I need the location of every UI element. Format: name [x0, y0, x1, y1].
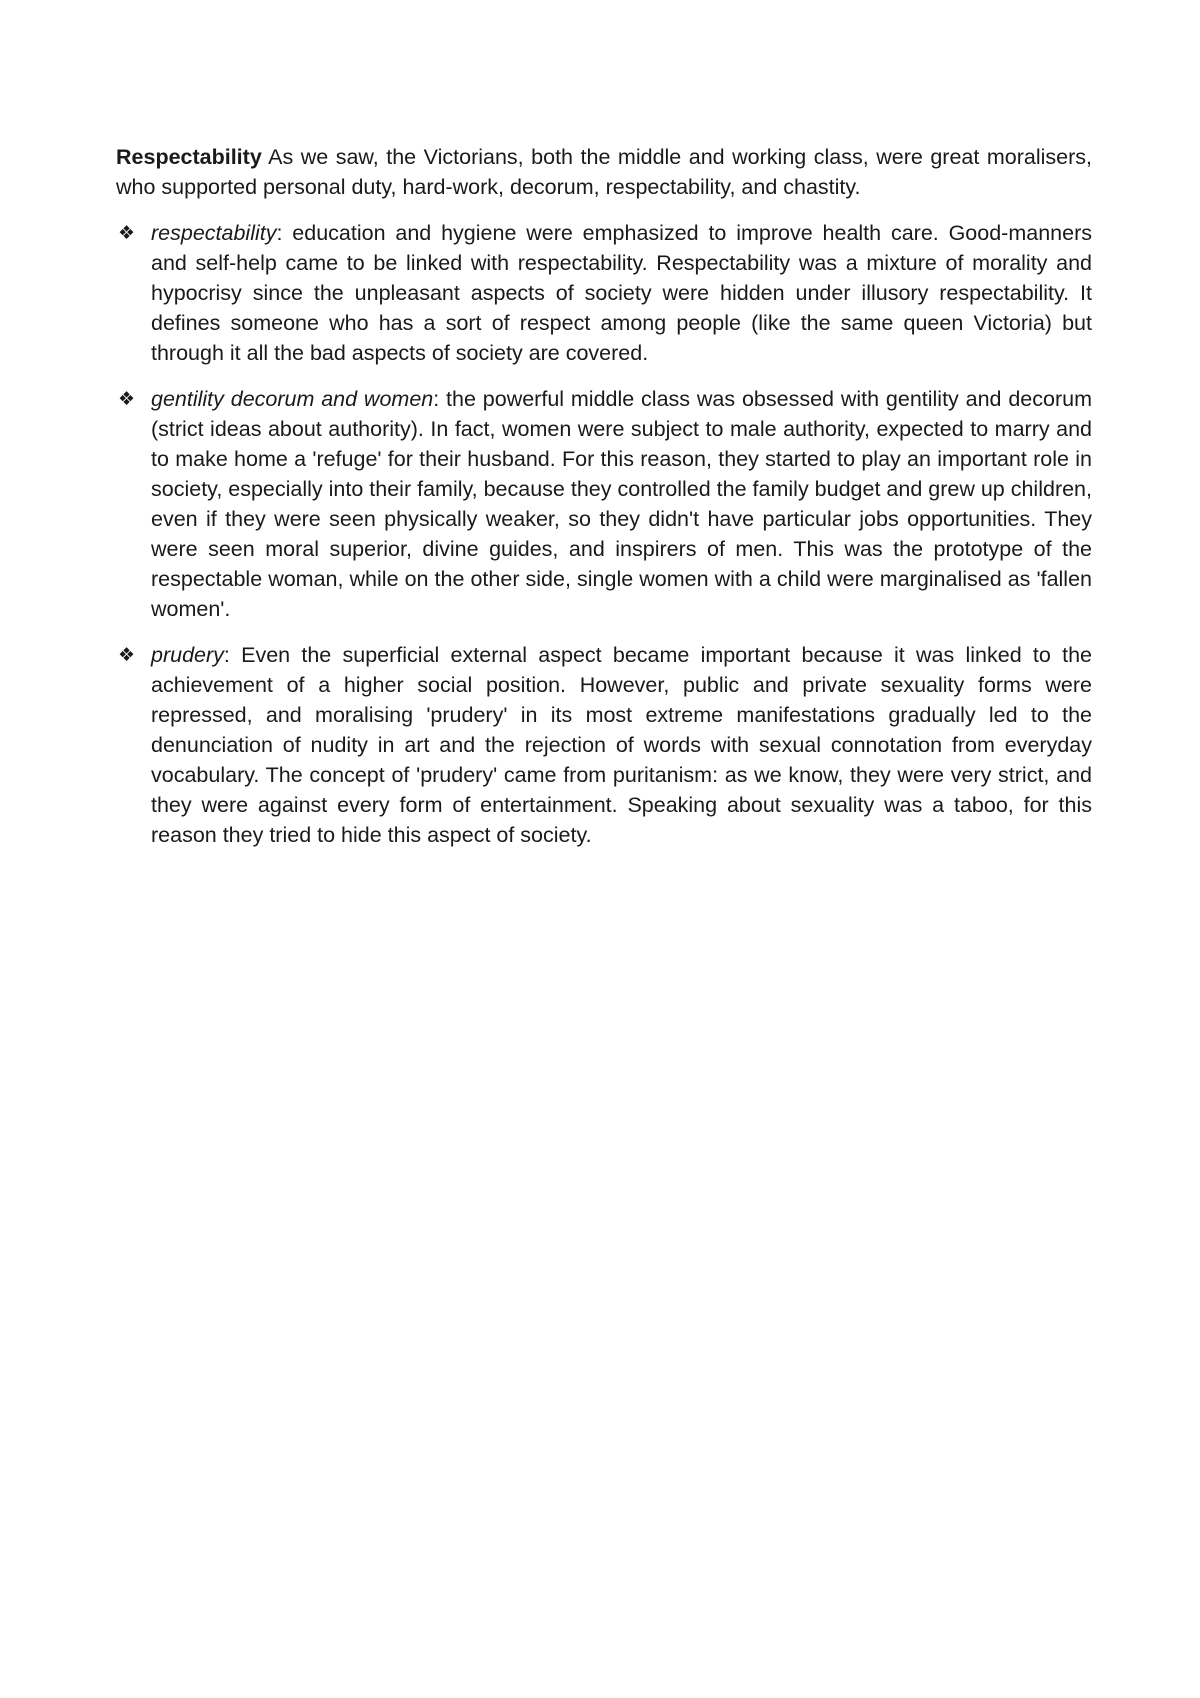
bullet-term: gentility decorum and women [151, 387, 434, 411]
bullet-term: respectability [151, 221, 277, 245]
diamond-bullet-icon: ❖ [118, 388, 136, 410]
list-item [116, 640, 1092, 850]
bullet-text: : education and hygiene were emphasized to improve health care. Good-manners and self-help came to be linked with respectability. Respectability was a mixture of morality and hypocrisy since the unpleasant aspects of society were hidden under illusory respectability. It defines someone who has a sort of respect among people (like the same queen Victoria) but through it all the bad aspects of society are covered. [151, 221, 1092, 365]
section-heading: Respectability [116, 145, 262, 169]
bullet-text: : the powerful middle class was obsessed with gentility and decorum (strict ideas about authority). In fact, women were subject to male authority, expected to marry and to make home a 'refuge' for their husband. For this reason, they started to play an important role in society, especially into their family, because they controlled the family budget and grew up children, even if they were seen physically weaker, so they didn't have particular jobs opportunities. They were seen moral superior, divine guides, and inspirers of men. This was the prototype of the respectable woman, while on the other side, single women with a child were marginalised as 'fallen women'. [151, 387, 1092, 621]
bullet-term: prudery [151, 643, 224, 667]
intro-text: As we saw, the Victorians, both the middle and working class, were great moralisers, who supported personal duty, hard-work, decorum, respectability, and chastity. [116, 145, 1092, 199]
diamond-bullet-icon: ❖ [118, 644, 136, 666]
list-item [116, 218, 1092, 368]
bullet-text: : Even the superficial external aspect became important because it was linked to the achievement of a higher social position. However, public and private sexuality forms were repressed, and moralising 'prudery' in its most extreme manifestations gradually led to the denunciation of nudity in art and the rejection of words with sexual connotation from everyday vocabulary. The concept of 'prudery' came from puritanism: as we know, they were very strict, and they were against every form of entertainment. Speaking about sexuality was a taboo, for this reason they tried to hide this aspect of society. [151, 643, 1092, 847]
document-page [116, 142, 1092, 866]
bullet-list [116, 218, 1092, 850]
list-item [116, 384, 1092, 624]
diamond-bullet-icon: ❖ [118, 222, 136, 244]
intro-paragraph [116, 142, 1092, 202]
